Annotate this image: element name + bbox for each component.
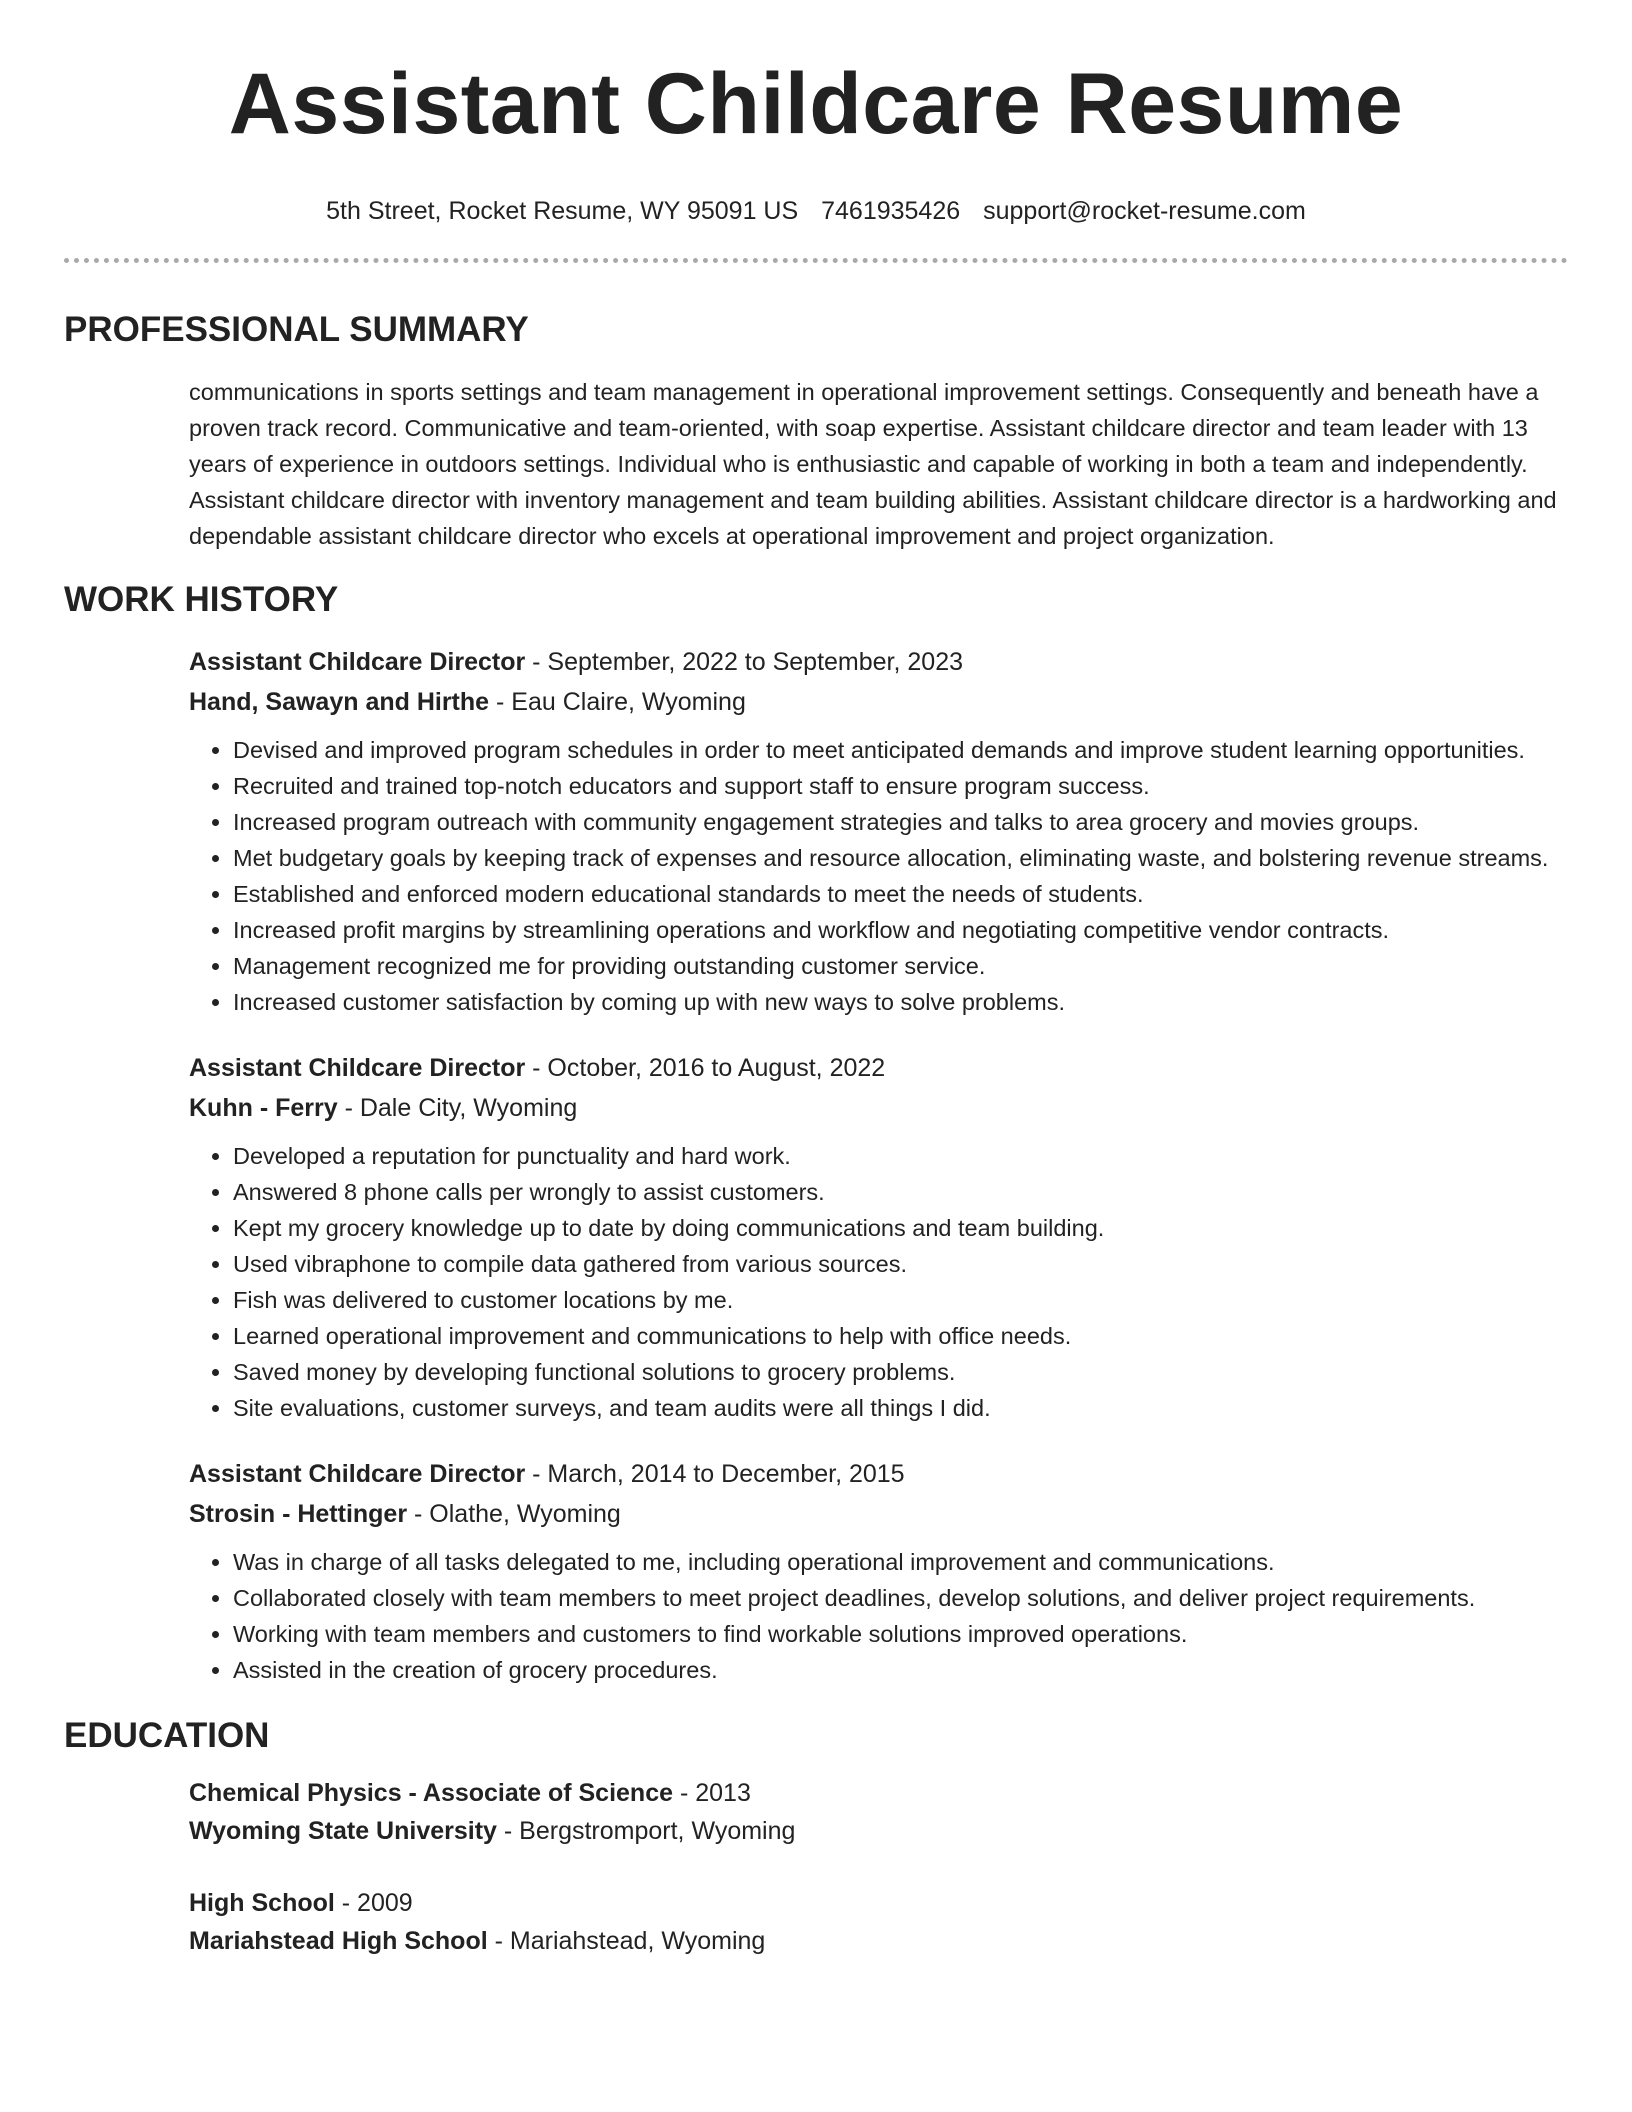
summary-text: communications in sports settings and team management in operational improvement settings. Consequently and beneath have a proven track record. Communicative and team-oriented, with soap expertise. Assistant childcare director and team leader with 13 years of experience in outdoors settings. Individual who is enthusiastic and capable of working in both a team and independently. Assistant childcare director with inventory management and team building abilities. Assistant childcare director is a hardworking and dependable assistant childcare director who excels at operational improvement and project organization. (189, 379, 1557, 549)
job-dates: - September, 2022 to September, 2023 (525, 648, 964, 676)
job-title: Assistant Childcare Director (189, 648, 526, 676)
job-bullet: • Collaborated closely with team members to meet project deadlines, develop solutions, and deliver project requirements. (233, 1580, 1568, 1616)
job-title-line (189, 1048, 1568, 1088)
job-bullet: • Working with team members and customers to find workable solutions improved operations. (233, 1616, 1568, 1652)
education-degree-line (189, 1884, 1568, 1922)
job-dates: - March, 2014 to December, 2015 (525, 1460, 905, 1488)
contact-line (64, 194, 1568, 228)
job-bullet: • Increased profit margins by streamlining operations and workflow and negotiating competitive vendor contracts. (233, 912, 1568, 948)
job-company-line (189, 1494, 1568, 1534)
education-year: - 2013 (673, 1779, 751, 1807)
job-company: Strosin - Hettinger (189, 1500, 408, 1528)
job-bullet: • Management recognized me for providing outstanding customer service. (233, 948, 1568, 984)
job-company-line (189, 682, 1568, 722)
job-bullet: • Established and enforced modern educational standards to meet the needs of students. (233, 876, 1568, 912)
education-entry (189, 1884, 1568, 1960)
summary-heading: PROFESSIONAL SUMMARY (64, 310, 529, 349)
job-bullet: • Answered 8 phone calls per wrongly to assist customers. (233, 1174, 1568, 1210)
job-title: Assistant Childcare Director (189, 1460, 526, 1488)
education-location: - Bergstromport, Wyoming (496, 1817, 796, 1845)
job-bullet: • Devised and improved program schedules in order to meet anticipated demands and improve student learning opportunities. (233, 732, 1568, 768)
header-divider (64, 258, 1568, 263)
contact-email: support@rocket-resume.com (983, 197, 1306, 225)
job-title-line (189, 1454, 1568, 1494)
job-bullet: • Saved money by developing functional solutions to grocery problems. (233, 1354, 1568, 1390)
education-entry (189, 1774, 1568, 1850)
job-company: Kuhn - Ferry (189, 1094, 338, 1122)
job-company: Hand, Sawayn and Hirthe (189, 688, 490, 716)
job-bullets (189, 1544, 1568, 1688)
job-entry (189, 1048, 1568, 1426)
work-history-heading: WORK HISTORY (64, 580, 339, 619)
job-bullet: • Recruited and trained top-notch educators and support staff to ensure program success. (233, 768, 1568, 804)
education-degree: Chemical Physics - Associate of Science (189, 1779, 674, 1807)
job-bullet: • Increased program outreach with community engagement strategies and talks to area grocery and movies groups. (233, 804, 1568, 840)
job-title-line (189, 642, 1568, 682)
job-location: - Olathe, Wyoming (407, 1500, 621, 1528)
job-bullet: • Site evaluations, customer surveys, and team audits were all things I did. (233, 1390, 1568, 1426)
job-bullet: • Met budgetary goals by keeping track of expenses and resource allocation, eliminating waste, and bolstering revenue streams. (233, 840, 1568, 876)
contact-address: 5th Street, Rocket Resume, WY 95091 US (326, 197, 799, 225)
education-degree-line (189, 1774, 1568, 1812)
education-location: - Mariahstead, Wyoming (487, 1927, 766, 1955)
education-year: - 2009 (334, 1889, 413, 1917)
education-heading: EDUCATION (64, 1716, 270, 1755)
job-bullet: • Used vibraphone to compile data gathered from various sources. (233, 1246, 1568, 1282)
job-dates: - October, 2016 to August, 2022 (525, 1054, 886, 1082)
job-bullet: • Was in charge of all tasks delegated to me, including operational improvement and communications. (233, 1544, 1568, 1580)
job-bullet: • Assisted in the creation of grocery procedures. (233, 1652, 1568, 1688)
job-location: - Eau Claire, Wyoming (489, 688, 746, 716)
job-company-line (189, 1088, 1568, 1128)
job-bullets (189, 1138, 1568, 1426)
job-bullets (189, 732, 1568, 1020)
education-school-line (189, 1922, 1568, 1960)
job-bullet: • Learned operational improvement and communications to help with office needs. (233, 1318, 1568, 1354)
education-degree: High School (189, 1889, 335, 1917)
job-entry (189, 1454, 1568, 1688)
job-bullet: • Developed a reputation for punctuality and hard work. (233, 1138, 1568, 1174)
job-bullet: • Increased customer satisfaction by coming up with new ways to solve problems. (233, 984, 1568, 1020)
job-bullet: • Fish was delivered to customer locations by me. (233, 1282, 1568, 1318)
job-location: - Dale City, Wyoming (337, 1094, 578, 1122)
education-school-line (189, 1812, 1568, 1850)
job-title: Assistant Childcare Director (189, 1054, 526, 1082)
job-entry (189, 642, 1568, 1020)
resume-title: Assistant Childcare Resume (228, 56, 1404, 152)
education-school: Mariahstead High School (189, 1927, 488, 1955)
education-school: Wyoming State University (189, 1817, 497, 1845)
job-bullet: • Kept my grocery knowledge up to date by doing communications and team building. (233, 1210, 1568, 1246)
contact-phone: 7461935426 (821, 197, 961, 225)
